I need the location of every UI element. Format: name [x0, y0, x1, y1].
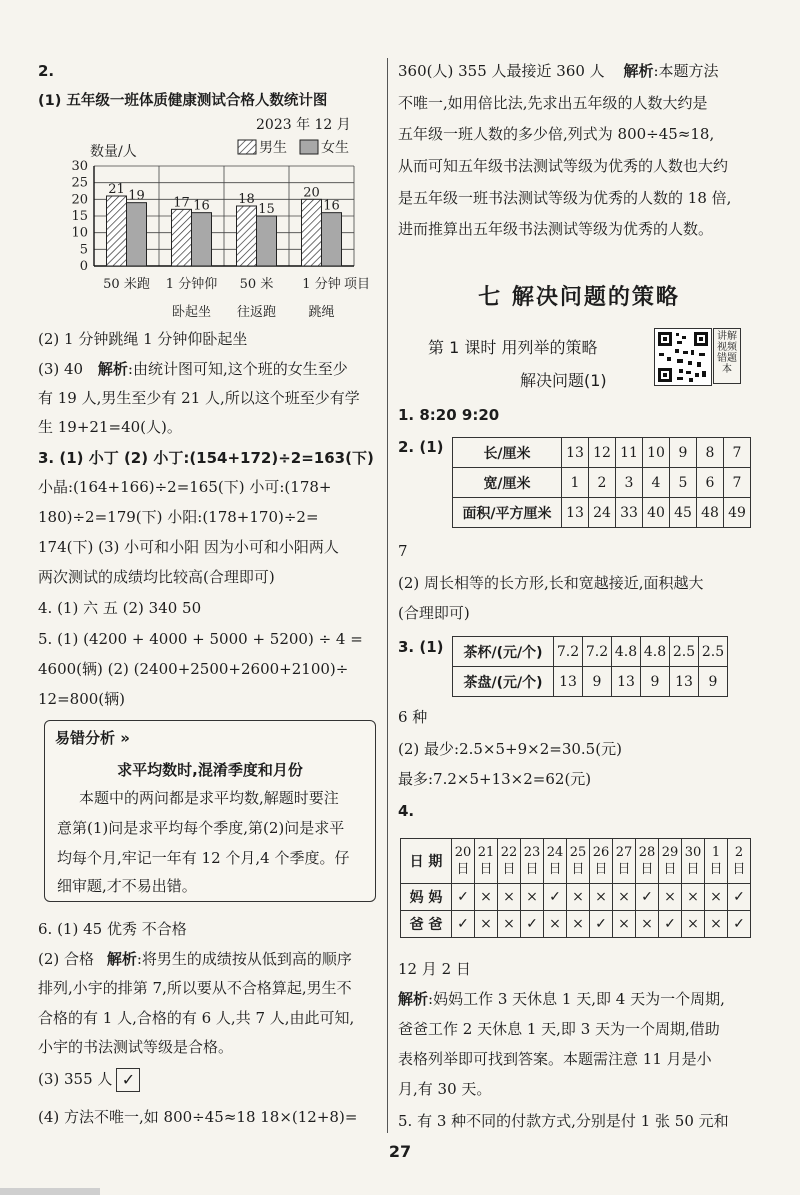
- r-q3-part3: 最多:7.2×5+13×2=62(元): [398, 770, 592, 788]
- cross-icon: ×: [705, 911, 728, 938]
- x-tick-label: 1 分钟: [302, 277, 341, 292]
- table-row: [453, 468, 751, 498]
- q2-number: 2.: [38, 62, 55, 80]
- check-icon: ✓: [544, 884, 567, 911]
- date-cell: [659, 839, 682, 884]
- right-line2: 不唯一,如用倍比法,先求出五年级的人数大约是: [398, 94, 708, 112]
- date-cell: [475, 839, 498, 884]
- y-tick-label: 30: [71, 159, 88, 174]
- date-cell: [590, 839, 613, 884]
- r-q2-part2: (2) 周长相等的长方形,长和宽越接近,面积越大: [398, 574, 704, 592]
- error-analysis-line1: 本题中的两问都是求平均数,解题时要注: [79, 789, 339, 807]
- q3-line3: 180)÷2=179(下) 小阳:(178+170)÷2=: [38, 508, 319, 526]
- r-q4-explain-text: :妈妈工作 3 天休息 1 天,即 4 天为一个周期,: [428, 990, 725, 1008]
- q2-answer-3: [38, 358, 348, 380]
- x-tick-label: 1 分钟仰: [165, 277, 218, 292]
- row-header: 长/厘米: [453, 438, 562, 468]
- qr-code-icon[interactable]: [654, 328, 712, 386]
- row-header: 面积/平方厘米: [453, 498, 562, 528]
- q2-answer-2: (2) 1 分钟跳绳 1 分钟仰卧起坐: [38, 330, 248, 348]
- cross-icon: ×: [498, 884, 521, 911]
- bar-female: [322, 213, 342, 266]
- date-cell: [636, 839, 659, 884]
- legend-label-male: 男生: [259, 140, 287, 156]
- check-icon: ✓: [728, 884, 751, 911]
- row-header: 宽/厘米: [453, 468, 562, 498]
- bar-male: [237, 206, 257, 266]
- table-cell: 4: [643, 468, 670, 498]
- date-unit: 日: [548, 862, 562, 877]
- x-tick-label-line2: 往返跑: [236, 305, 277, 320]
- qr-code-graphic: [655, 329, 711, 385]
- q3-line2: 小晶:(164+166)÷2=165(下) 小可:(178+: [38, 478, 332, 496]
- date-unit: 日: [479, 862, 493, 877]
- table-cell: 4.8: [612, 637, 641, 667]
- table-cell: 13: [612, 667, 641, 697]
- date-cell: [544, 839, 567, 884]
- cross-icon: ×: [567, 884, 590, 911]
- check-icon: ✓: [116, 1068, 140, 1092]
- table-row-dates: [401, 839, 751, 884]
- date-unit: 日: [686, 862, 700, 877]
- q6-explain-text: :将男生的成绩按从低到高的顺序: [136, 950, 352, 968]
- q4-answer: 4. (1) 六 五 (2) 340 50: [38, 599, 202, 617]
- date-number: 28: [638, 845, 656, 860]
- date-number: 24: [546, 845, 564, 860]
- x-tick-label: 50 米跑: [103, 277, 150, 292]
- r-q2-after: 7: [398, 542, 408, 560]
- table-cell: 3: [616, 468, 643, 498]
- bar-chart: [38, 114, 378, 346]
- table-cell: 49: [724, 498, 751, 528]
- date-unit: 日: [525, 862, 539, 877]
- cross-icon: ×: [613, 884, 636, 911]
- date-unit: 日: [617, 862, 631, 877]
- chapter-title: 七 解决问题的策略: [478, 285, 680, 310]
- q2-answer-3-value: (3) 40: [38, 360, 84, 378]
- x-axis-label: 项目: [344, 277, 371, 292]
- bar-female: [127, 203, 147, 266]
- table-row: [453, 498, 751, 528]
- q6-line5: 小宇的书法测试等级是合格。: [38, 1038, 234, 1056]
- q6-line7: (4) 方法不唯一,如 800÷45≈18 18×(12+8)=: [38, 1108, 358, 1126]
- table-cell: 2: [589, 468, 616, 498]
- date-cell: [521, 839, 544, 884]
- r-q3-label: 3. (1): [398, 638, 444, 656]
- q5-line2: 4600(辆) (2) (2400+2500+2600+2100)÷: [38, 660, 349, 678]
- page-number: 27: [388, 1142, 412, 1161]
- bar-male: [107, 196, 127, 266]
- y-tick-label: 5: [79, 242, 88, 258]
- cross-icon: ×: [521, 884, 544, 911]
- date-number: 29: [661, 845, 679, 860]
- date-number: 1: [711, 845, 721, 860]
- table-cell: 10: [643, 438, 670, 468]
- y-tick-label: 25: [71, 175, 88, 191]
- legend-swatch-male: [238, 140, 256, 154]
- table-cell: 33: [616, 498, 643, 528]
- right-line5: 是五年级一班书法测试等级为优秀的人数的 18 倍,: [398, 189, 732, 207]
- rectangle-table: [452, 437, 751, 528]
- date-cell: [567, 839, 590, 884]
- data-label: 21: [108, 182, 125, 197]
- row-header: 妈 妈: [401, 884, 452, 911]
- table-cell: 5: [670, 468, 697, 498]
- chart-title: (1) 五年级一班体质健康测试合格人数统计图: [38, 93, 328, 109]
- table-cell: 4.8: [641, 637, 670, 667]
- row-header: 茶杯/(元/个): [453, 637, 554, 667]
- right-line6: 进而推算出五年级书法测试等级为优秀的人数。: [398, 220, 714, 238]
- right-line1-a: 360(人) 355 人最接近 360 人: [398, 62, 605, 80]
- error-analysis-line2: 意第(1)问是求平均每个季度,第(2)问是求平: [57, 819, 345, 837]
- table-cell: 2.5: [699, 637, 728, 667]
- x-tick-label-line2: 跳绳: [308, 305, 335, 320]
- scan-edge: [0, 1188, 100, 1195]
- chart-date: 2023 年 12 月: [256, 117, 351, 133]
- right-line3: 五年级一班人数的多少倍,列式为 800÷45≈18,: [398, 125, 715, 143]
- q6-answer-2: (2) 合格: [38, 950, 95, 968]
- r-q4-explain3: 表格列举即可找到答案。本题需注意 11 月是小: [398, 1050, 712, 1068]
- error-analysis-line4: 细审题,才不易出错。: [57, 877, 197, 895]
- row-header: 爸 爸: [401, 911, 452, 938]
- data-label: 15: [258, 202, 275, 217]
- table-cell: 13: [562, 438, 589, 468]
- date-number: 30: [684, 845, 702, 860]
- legend-label-female: 女生: [321, 140, 349, 156]
- legend-swatch-female: [300, 140, 318, 154]
- check-icon: ✓: [590, 911, 613, 938]
- bar-male: [302, 199, 322, 266]
- error-analysis-line3: 均每个月,牢记一年有 12 个月,4 个季度。仔: [57, 849, 350, 867]
- check-icon: ✓: [452, 911, 475, 938]
- date-number: 27: [615, 845, 633, 860]
- q6-line2: [38, 948, 352, 970]
- cross-icon: ×: [682, 911, 705, 938]
- date-cell: [705, 839, 728, 884]
- y-tick-label: 0: [79, 259, 88, 274]
- date-number: 26: [592, 845, 610, 860]
- right-line1-c: :本题方法: [653, 62, 719, 80]
- table-row: [453, 438, 751, 468]
- check-icon: ✓: [659, 911, 682, 938]
- cross-icon: ×: [682, 884, 705, 911]
- q6-line1: 6. (1) 45 优秀 不合格: [38, 920, 187, 938]
- q3-line4: 174(下) (3) 小可和小阳 因为小可和小阳两人: [38, 538, 339, 556]
- q5-line3: 12=800(辆): [38, 690, 125, 708]
- date-unit: 日: [571, 862, 585, 877]
- column-divider: [387, 58, 388, 1133]
- data-label: 19: [128, 188, 145, 204]
- bar-female: [192, 213, 212, 266]
- right-line4: 从而可知五年级书法测试等级为优秀的人数也大约: [398, 157, 729, 175]
- r-q1: 1. 8:20 9:20: [398, 406, 500, 424]
- error-analysis-title: 易错分析 »: [55, 729, 130, 747]
- table-cell: 48: [697, 498, 724, 528]
- table-cell: 45: [670, 498, 697, 528]
- error-analysis-box: [44, 720, 376, 902]
- table-cell: 7: [724, 468, 751, 498]
- q6-explain-label: 解析: [106, 950, 137, 968]
- date-cell: [728, 839, 751, 884]
- y-axis-label: 数量/人: [90, 144, 137, 160]
- table-row-dad: [401, 911, 751, 938]
- r-q4-label: 4.: [398, 802, 415, 820]
- check-icon: ✓: [452, 884, 475, 911]
- data-label: 18: [238, 192, 255, 207]
- date-number: 25: [569, 845, 587, 860]
- r-q3-part2: (2) 最少:2.5×5+9×2=30.5(元): [398, 740, 622, 758]
- cross-icon: ×: [498, 911, 521, 938]
- r-q4-explain4: 月,有 30 天。: [398, 1080, 492, 1098]
- table-cell: 12: [589, 438, 616, 468]
- date-unit: 日: [594, 862, 608, 877]
- date-unit: 日: [502, 862, 516, 877]
- r-q4-explain2: 爸爸工作 2 天休息 1 天,即 3 天为一个周期,借助: [398, 1020, 720, 1038]
- table-cell: 9: [699, 667, 728, 697]
- date-cell: [498, 839, 521, 884]
- table-cell: 6: [697, 468, 724, 498]
- row-header: 茶盘/(元/个): [453, 667, 554, 697]
- cross-icon: ×: [544, 911, 567, 938]
- cross-icon: ×: [659, 884, 682, 911]
- cross-icon: ×: [590, 884, 613, 911]
- table-cell: 9: [670, 438, 697, 468]
- y-tick-label: 20: [71, 192, 88, 208]
- r-q4-explain1: [398, 988, 725, 1010]
- q3-line5: 两次测试的成绩均比较高(合理即可): [38, 568, 275, 586]
- date-unit: 日: [732, 862, 746, 877]
- y-tick-label: 10: [71, 225, 88, 241]
- date-number: 22: [500, 845, 518, 860]
- bar-female: [257, 216, 277, 266]
- bar-male: [172, 209, 192, 266]
- data-label: 17: [173, 195, 190, 211]
- table-cell: 13: [670, 667, 699, 697]
- date-number: 20: [454, 845, 472, 860]
- lesson-title-line1: 第 1 课时 用列举的策略: [428, 338, 598, 357]
- table-cell: 9: [583, 667, 612, 697]
- cross-icon: ×: [613, 911, 636, 938]
- cross-icon: ×: [705, 884, 728, 911]
- check-icon: ✓: [521, 911, 544, 938]
- table-cell: 9: [641, 667, 670, 697]
- date-unit: 日: [640, 862, 654, 877]
- table-row-mom: [401, 884, 751, 911]
- q6-line4: 合格的有 1 人,合格的有 6 人,共 7 人,由此可知,: [38, 1009, 355, 1027]
- q5-line1: 5. (1) (4200 + 4000 + 5000 + 5200) ÷ 4 =: [38, 630, 363, 648]
- check-icon: ✓: [636, 884, 659, 911]
- table-cell: 13: [554, 667, 583, 697]
- row-header: 日 期: [401, 839, 452, 884]
- q6-line3: 排列,小宇的排第 7,所以要从不合格算起,男生不: [38, 979, 352, 997]
- table-cell: 24: [589, 498, 616, 528]
- table-row: [453, 667, 728, 697]
- right-line1: [398, 60, 719, 82]
- x-tick-label: 50 米: [239, 277, 274, 292]
- date-unit: 日: [663, 862, 677, 877]
- table-cell: 13: [562, 498, 589, 528]
- qr-label: 讲解视频 错题本: [713, 328, 741, 384]
- x-tick-label-line2: 卧起坐: [171, 305, 212, 320]
- tea-price-table: [452, 636, 728, 697]
- table-cell: 7: [724, 438, 751, 468]
- q6-line6: [38, 1068, 140, 1092]
- error-analysis-subtitle: 求平均数时,混淆季度和月份: [117, 761, 303, 779]
- q2-explain-line3: 生 19+21=40(人)。: [38, 418, 182, 436]
- table-cell: 11: [616, 438, 643, 468]
- cross-icon: ×: [567, 911, 590, 938]
- q2-explain-label: 解析: [97, 360, 128, 378]
- date-unit: 日: [456, 862, 470, 877]
- schedule-table: [400, 838, 751, 938]
- r-q4-after: 12 月 2 日: [398, 960, 471, 978]
- table-cell: 7.2: [554, 637, 583, 667]
- table-row: [453, 637, 728, 667]
- date-number: 2: [734, 845, 744, 860]
- r-q2-label: 2. (1): [398, 438, 444, 456]
- table-cell: 8: [697, 438, 724, 468]
- q3-line1-text: 3. (1) 小丁 (2) 小丁:(154+172)÷2=163(下): [38, 449, 374, 467]
- right-explain-label: 解析: [623, 62, 654, 80]
- q3-line1: [38, 447, 374, 469]
- q6-answer-3: (3) 355 人: [38, 1070, 113, 1088]
- date-number: 23: [523, 845, 541, 860]
- table-cell: 1: [562, 468, 589, 498]
- data-label: 20: [303, 185, 320, 201]
- cross-icon: ×: [475, 911, 498, 938]
- lesson-title-line2: 解决问题(1): [520, 371, 607, 390]
- data-label: 16: [193, 198, 210, 214]
- date-unit: 日: [709, 862, 723, 877]
- r-q5: 5. 有 3 种不同的付款方式,分别是付 1 张 50 元和: [398, 1112, 729, 1130]
- table-cell: 40: [643, 498, 670, 528]
- date-cell: [613, 839, 636, 884]
- date-number: 21: [477, 845, 495, 860]
- r-q3-after: 6 种: [398, 708, 428, 726]
- check-icon: ✓: [728, 911, 751, 938]
- table-cell: 7.2: [583, 637, 612, 667]
- r-q4-explain-label: 解析: [398, 990, 429, 1008]
- date-cell: [452, 839, 475, 884]
- y-tick-label: 15: [71, 209, 88, 224]
- cross-icon: ×: [636, 911, 659, 938]
- q2-explain-line2: 有 19 人,男生至少有 21 人,所以这个班至少有学: [38, 389, 360, 407]
- table-cell: 2.5: [670, 637, 699, 667]
- r-q2-part3: (合理即可): [398, 604, 470, 622]
- data-label: 16: [323, 198, 340, 214]
- q2-explain-text: :由统计图可知,这个班的女生至少: [127, 360, 348, 378]
- cross-icon: ×: [475, 884, 498, 911]
- date-cell: [682, 839, 705, 884]
